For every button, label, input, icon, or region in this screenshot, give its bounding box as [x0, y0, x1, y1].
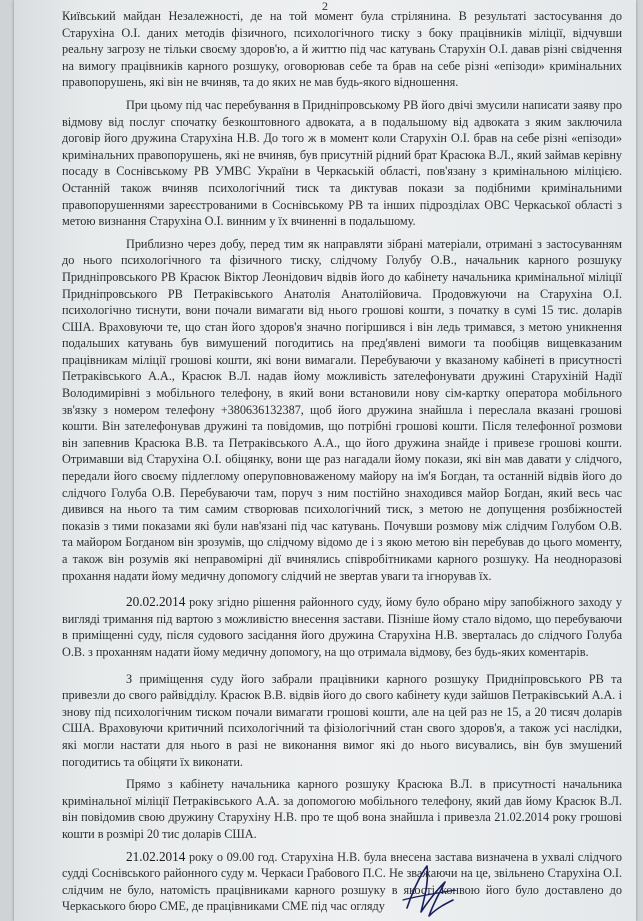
- paragraph-extortion: Приблизно через добу, перед тим як направляти зібрані матеріали, отримані з застосуванням до нього психологічного та фізичного тиску, слідчому Голубу О.В., начальник карного розшуку Придніпровського РВ Красюк Віктор Леонідович відвів його до кабінету начальника кримінальної міліції Придніпровського РВ Петраківського Анатолія Анатолійовича. Продовжуючи на Старухіна О.І. психологічно тиснути, вони почали вимагати від нього грошові кошти, з початку в сумі 15 тис. доларів США. Враховуючи те, що стан його здоров'я значно погіршився і він ледь тримався, з метою уникнення подальших катувань був вимушений погодитись на пред'явлені вимоги та пообіцяв вищевказаним працівникам міліції грошові кошти, які вони вимагали. Перебуваючи у вказаному кабінеті в присутності Петраківського А.А., Красюк В.Л. надав йому можливість зателефонувати дружині Старухіній Надії Володимирівні з мобільного телефону, в який вони встановили нову сім-картку оператора мобільного зв'язку з номером телефону +380636132387, щоб його дружина знайшла і переслала вказані грошові кошти. Він зателефонував дружині та повідомив, що потрібні грошові кошти. Після телефонної розмови він запевнив Красюка В.В. та Петраківського А.А., що його дружина знайде і привезе грошові кошти. Отримавши від Старухіна О.І. обіцянку, вони ще раз нагадали йому покази, які він мав давати у слідчого, передали його своєму підлеглому оперуповноваженому майору на ім'я Богдан, та останній відвів його до слідчого Голуба О.В. Перебуваючи там, поруч з ним постійно знаходився майор Богдан, який весь час дивився на нього та тим самим створював психологічний тиск, з метою не допущення розбіжностей показів з тими показами які були нав'язані під час катувань. Почувши розмову між слідчим Голубом О.В. та майором Богданом він зрозумів, що слідчому відомо де і з якою метою він перебував до цього моменту, а також він розумів які неправомірні дії вчинялись співробітниками карного розшуку. На неодноразові прохання надати йому медичну допомогу слідчий не звертав уваги та ігнорував їх.: [62, 236, 622, 583]
- court-ruling-text: року згідно рішення районного суду, йому було обрано міру запобіжного заходу у вигляді тримання під вартою з можливістю внесення застави. Пізніше йому стало відомо, що перебуваючи в приміщенні суду, після судового засідання його дружина Старухіна Н.В. зверталась до слідчого Голуба О.В. з проханням надати йому медичну допомогу, на що отримала відмову, без будь-яких коментарів.: [62, 595, 622, 659]
- paragraph-bail: [62, 849, 622, 915]
- handwritten-signature: [399, 860, 459, 920]
- document-body: [62, 8, 622, 915]
- paragraph-lawyer-refusal: При цьому під час перебування в Придніпровському РВ його двічі змусили написати заяву про відмову від послуг спочатку безкоштовного адвоката, а в подальшому від адвоката з яким заключила договір його дружина Старухіна Н.В. До того ж в момент коли Старухін О.І. брав на себе різні «епізоди» кримінальних правопорушень, які не вчиняв, був присутній рідний брат Красюка В.Л., який займав керівну посаду в Соснівському РВ УМВС України в Черкаській області, пов'язану з кримінальною міліцією. Останній також вчиняв психологічний тиск та диктував покази за подібними кримінальними правопорушеннями зареєстрованими в Соснівському РВ та інших підрозділах ОВС Черкаської області з метою визнання Старухіна О.І. винним у їх вчиненні в подальшому.: [62, 97, 622, 229]
- paragraph-continuation: Київський майдан Незалежності, де на той момент була стрілянина. В результаті застосування до Старухіна О.І. даних методів фізичного, психологічного тиску з боку працівників міліції, відчувши реальну загрозу не тільки своєму здоров'ю, а й життю під час катувань Старухін О.І. давав різні свідчення на вимогу працівників карного розшуку, оговорював себе та брав на себе різні «епізоди» кримінальних правопорушень, які він не вчиняв, та до яких не мав будь-якого відношення.: [62, 9, 622, 90]
- court-ruling-date: 20.02.2014: [126, 594, 186, 610]
- bail-date: 21.02.2014: [126, 848, 186, 864]
- document-page: [14, 0, 636, 921]
- bail-text: року о 09.00 год. Старухіна Н.В. була внесена застава визначена в ухвалі слідчого судді Соснівського районного суду м. Черкаси Грабового П.С. Не зважаючи на це, звільнено Старухіна О.І. слідчим не було, натомість працівниками карного розшуку в якості конвою його було доставлено до Черкаського бюро СМЕ, де працівниками СМЕ під час огляду: [62, 849, 622, 914]
- paragraph-phone-call: Прямо з кабінету начальника карного розшуку Красюка В.Л. в присутності начальника кримінальної міліції Петраківського А.А. за допомогою мобільного телефону, який дав йому Красюк В.Л. він повідомив свою дружину Старухіну Н.В. про те щоб вона знайшла і привезла 21.02.2014 року грошові кошти в розмірі 20 тис доларів США.: [62, 777, 622, 841]
- page-number: 2: [322, 0, 328, 13]
- paragraph-court-ruling: [62, 594, 622, 660]
- paragraph-second-extortion: З приміщення суду його забрали працівники карного розшуку Придніпровського РВ та привезли до свого райвідділу. Красюк В.В. відвів його до свого кабінету куди зайшов Петраківський А.А. і знову під психологічним тиском почали вимагати грошові кошти, але на цей раз не 15, а 20 тисяч доларів США. Враховуючи критичний психологічний та фізіологічний стан свого здоров'я, а також усі наслідки, які могли настати для нього в разі не виконання вимог які до нього висувались, він був змушений погодитись та обіцяти їх виконати.: [62, 671, 622, 769]
